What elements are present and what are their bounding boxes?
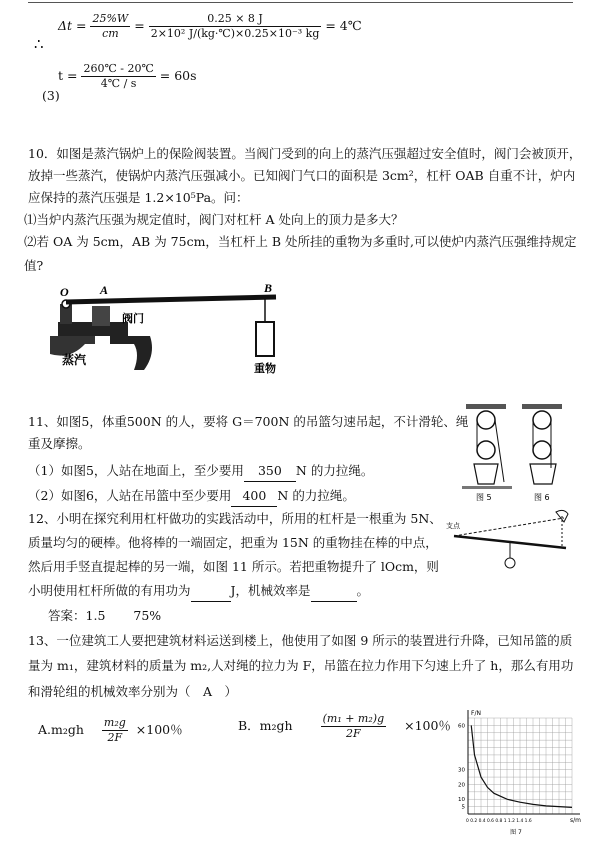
q11-line1: 11、如图5，体重500N 的人，要将 G＝700N 的吊篮匀速吊起，不计滑轮、绳: [28, 414, 469, 429]
fig5-basket: [474, 464, 498, 484]
q13-option-b: B．m₂gh $\frac{\text{(m₁ + m₂)g}}{2F}$ ×100％: [238, 712, 451, 740]
chart-fig7: [446, 706, 586, 840]
y-tick-label: 5: [461, 804, 465, 811]
y-axis-label: F/N: [471, 710, 481, 717]
series-line: [471, 725, 572, 807]
q13-line1: 13、一位建筑工人要把建筑材料运送到楼上，他使用了如图 9 所示的装置进行升降，已知吊篮的质: [28, 633, 573, 648]
q10-sub2b: 值?: [24, 258, 44, 273]
q12-answer: 答案：1.5 75%: [48, 608, 162, 623]
weight-box: [256, 322, 274, 356]
q11-p1: （1）如图5，人站在地面上，至少要用 350 N 的力拉绳。: [28, 461, 373, 482]
formula-1: Δt = $\frac{25\%W}{cm}$ = $\frac{0.25 \times 8 J}{\text{2×10² J/(kg·℃)×0.25×10⁻³ kg}}$ = 4℃: [58, 12, 362, 40]
fig6-bottom-pulley: [533, 441, 551, 459]
q12-line1: 12、小明在探究利用杠杆做功的实践活动中，所用的杠杆是一根重为 5N、: [28, 511, 442, 526]
fig6-basket: [530, 464, 556, 484]
pipe: [110, 336, 152, 370]
label-weight: 重物: [254, 362, 276, 375]
formula1-frac2: $\frac{0.25 \times 8 J}{\text{2×10² J/(kg·℃)×0.25×10⁻³ kg}}$: [150, 12, 320, 40]
q12-line3: 然后用手竖直提起棒的另一端，如图 11 所示。若把重物提升了 lOcm，则: [28, 559, 439, 574]
figure-safety-valve: [40, 282, 300, 377]
q12-line4: 小明使用杠杆所做的有用功为 J，机械效率是 。: [28, 581, 369, 602]
y-tick-label: 20: [458, 782, 465, 789]
formula1-frac1: $\frac{25\%W}{cm}$: [92, 12, 129, 40]
q12-line2: 质量均匀的硬棒。他将棒的一端固定，把重为 15N 的重物挂在棒的中点，: [28, 535, 438, 550]
fig6-ceiling: [522, 404, 562, 409]
q11-answer2: 400: [231, 486, 277, 507]
q10-sub1: ⑴当炉内蒸汽压强为规定值时，阀门对杠杆 A 处向上的顶力是多大？: [24, 212, 404, 227]
q11-line2: 重及摩擦。: [28, 436, 91, 451]
label-b: B: [264, 282, 273, 295]
fig5-caption: 图 5: [476, 493, 492, 502]
formula1-result: = 4℃: [325, 18, 362, 33]
q12-answer1: 1.5: [85, 608, 106, 623]
lever-raised: [454, 518, 564, 536]
y-tick-label: 60: [458, 723, 465, 730]
chart-title: 图 7: [510, 829, 522, 836]
q12-answer2: 75%: [133, 608, 162, 623]
q13-line3: 和滑轮组的机械效率分别为（ A ）: [28, 684, 238, 699]
label-valve: 阀门: [122, 312, 144, 325]
q13-option-a: A.m₂gh $\frac{\text{m₂g}}{2F}$ ×100％: [38, 716, 183, 744]
q13-line2: 量为 m₁，建筑材料的质量为 m₂,人对绳的拉力为 F，吊篮在拉力作用下匀速上升了 h，那么有用功: [28, 658, 574, 673]
formula2-label: (3): [42, 88, 60, 103]
figure-lever-lift: [446, 508, 576, 578]
figure-pulleys: [458, 402, 573, 502]
label-a: A: [100, 283, 109, 297]
fig5-bottom-pulley: [477, 441, 495, 459]
q10-line3: 应保持的蒸汽压强是 1.2×10⁵Pa。问：: [28, 190, 249, 205]
fig5-ceiling: [466, 404, 506, 409]
x-axis-label: s/m: [570, 817, 581, 824]
fig5-top-pulley: [477, 411, 495, 429]
formula2-frac: $\frac{260℃ - 20℃}{4℃ / s}$: [83, 62, 154, 90]
hanging-weight: [505, 558, 515, 568]
q10-line1: 10．如图是蒸汽锅炉上的保险阀装置。当阀门受到的向上的蒸汽压强超过安全值时，阀门会被顶开，: [28, 146, 582, 161]
lever-bar: [66, 297, 276, 302]
q10-sub2a: ⑵若 OA 为 5cm，AB 为 75cm，当杠杆上 B 处所挂的重物为多重时,可以使炉内蒸汽压强维持规定: [24, 234, 577, 249]
formula-2: t = $\frac{260℃ - 20℃}{4℃ / s}$ = 60s: [58, 62, 197, 90]
q11-p2: （2）如图6，人站在吊篮中至少要用 400 N 的力拉绳。: [28, 486, 355, 507]
valve: [92, 306, 110, 326]
top-rule: [28, 2, 573, 3]
y-tick-label: 10: [458, 797, 465, 804]
label-steam: 蒸汽: [62, 353, 87, 367]
q11-answer1: 350: [244, 461, 296, 482]
fig6-top-pulley: [533, 411, 551, 429]
label-o: O: [60, 285, 69, 299]
label-pivot: 支点: [446, 522, 460, 530]
q10-line2: 放掉一些蒸汽，使锅炉内蒸汽压强减小。已知阀门气口的面积是 3cm²，杠杆 OAB 自重不计，炉内: [28, 168, 576, 183]
formula1-lhs: Δt =: [58, 18, 87, 33]
x-tick-labels: 0 0.2 0.4 0.6 0.8 1 1.2 1.4 1.6: [466, 819, 532, 824]
fig6-caption: 图 6: [534, 493, 550, 502]
y-tick-label: 30: [458, 767, 465, 774]
therefore-symbol: ∴: [34, 35, 44, 53]
